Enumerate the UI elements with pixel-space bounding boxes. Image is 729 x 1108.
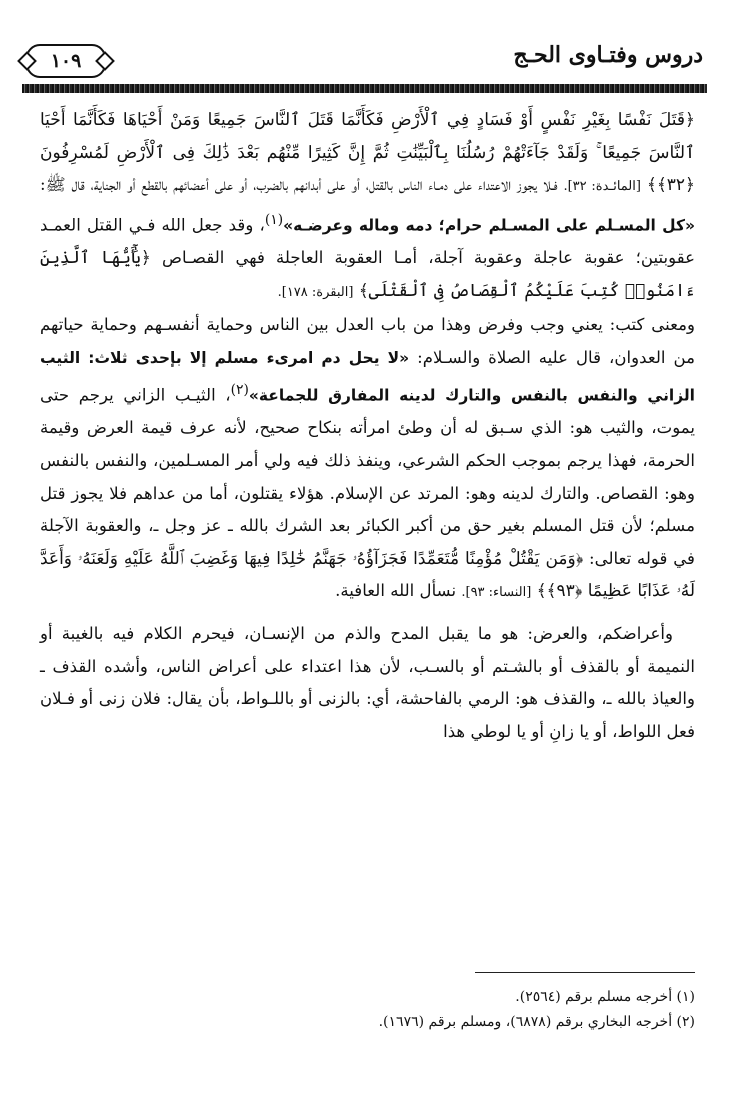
paragraph-2 <box>40 309 695 610</box>
footnote-1: (١) أخرجه مسلم برقم (٢٥٦٤). <box>515 989 695 1005</box>
verse-reference: [النساء: ٩٣]. <box>461 585 532 601</box>
hadith-quote: «كل المسـلم على المسـلم حرام؛ دمه وماله وعرضـه» <box>283 216 695 235</box>
quran-verse: ﴿يَٰٓأَيُّهَا ٱلَّذِينَ ءَامَنُوا۟ كُتِبَ عَلَيْكُمُ ٱلْقِصَاصُ فِى ٱلْقَتْلَى﴾ <box>40 247 695 301</box>
page-number: ١٠٩ <box>26 44 106 78</box>
footnote-marker: (٢) <box>230 382 249 399</box>
paragraph-text: فـلا يجوز الاعتداء على دمـاء الناس بالقتل، أو على أبدانهم بالضرب، أو على أعضائهم بالقطع أو الجناية، قال ﷺ: <box>40 175 558 195</box>
footnote-2: (٢) أخرجه البخاري برقم (٦٨٧٨)، ومسلم برقم (١٦٧٦). <box>378 1014 695 1030</box>
footnotes <box>40 985 695 1035</box>
paragraph-text: وأعراضكم، والعرض: هو ما يقبل المدح والذم من الإنسـان، فيحرم الكلام فيه بالغيبة أو النميمة أو بالقذف أو بالشـتم أو بالسـب، لأن هذا اعتداء على أعراض الناس، وأشده القذف ـ والعياذ بالله ـ، والقذف هو: الرمي بالفاحشة، أي: بالزنى أو باللـواط، بأن يقال: فلان زنى أو فـلان فعل اللواط، أو يا زانِ أو يا لوطي هذا <box>40 623 695 741</box>
paragraph-text: نسأل الله العافية. <box>335 581 457 601</box>
paragraph-1 <box>40 104 695 309</box>
verse-reference: [المائـدة: ٣٢]. <box>563 179 641 195</box>
paragraph-3 <box>40 618 695 748</box>
paragraph-text: ومعنى كتب: يعني وجب وفرض وهذا من باب العدل بين الناس وحماية أنفسـهم وحماية حياتهم من العدوان، قال عليه الصلاة والسـلام: <box>40 315 696 367</box>
quran-verse: ﴿قَتَلَ نَفْسًا بِغَيْرِ نَفْسٍ أَوْ فَسَادٍ فِي ٱلْأَرْضِ فَكَأَنَّمَا قَتَلَ ٱلنَّاسَ جَمِيعًا وَمَنْ أَحْيَاهَا فَكَأَنَّمَا أَحْيَا ٱلنَّاسَ جَمِيعًا ۚ وَلَقَدْ جَآءَتْهُمْ رُسُلُنَا بِٱلْبَيِّنَٰتِ ثُمَّ إِنَّ كَثِيرًا مِّنْهُم بَعْدَ ذَٰلِكَ فِى ٱلْأَرْضِ لَمُسْرِفُونَ ﴿٣٢﴾﴾ <box>40 110 696 196</box>
body-text <box>40 104 695 748</box>
page-header <box>22 42 707 82</box>
footnote-divider <box>475 972 695 973</box>
verse-reference: [البقرة: ١٧٨]. <box>277 284 354 300</box>
running-title: دروس وفتـاوى الحـج <box>513 42 703 68</box>
hadith-quote: «لا يحل دم امرىء مسلم إلا بإحدى ثلاث: الثيب الزاني والنفس بالنفس والتارك لدينه المفارق للجماعة» <box>40 348 695 405</box>
paragraph-text: ، الثيـب الزاني يرجم حتى يموت، والثيب هو: الذي سـبق له أن وطئ امرأته بنكاح صحيح، لأنه عرف قيمة العرض وقيمة الحرمة، فهذا يرجم بموجب الحكم الشرعي، وينفذ ذلك فيه ولي أمر المسـلمين، والنفس بالنفس وهو: القصاص. والتارك لدينه وهو: المرتد عن الإسلام. هؤلاء يقتلون، أما من عداهم فلا يجوز قتل مسلم؛ لأن قتل المسلم بغير حق من أكبر الكبائر بعد الشرك بالله ـ عز وجل ـ، والعقوبة الآجلة في قوله تعالى: <box>40 385 695 568</box>
header-rule <box>22 84 707 93</box>
paragraph-text: ، وقد جعل الله فـي القتل العمـد عقوبتين؛ عقوبة عاجلة وعقوبة آجلة، أمـا العقوبة العاجلة فهي القصـاص <box>40 215 696 267</box>
quran-verse: ﴿وَمَن يَقْتُلْ مُؤْمِنًا مُّتَعَمِّدًا فَجَزَآؤُهُۥ جَهَنَّمُ خَٰلِدًا فِيهَا وَغَضِبَ ٱللَّهُ عَلَيْهِ وَلَعَنَهُۥ وَأَعَدَّ لَهُۥ عَذَابًا عَظِيمًا ﴿٩٣﴾﴾ <box>40 548 695 602</box>
footnote-marker: (١) <box>264 211 284 228</box>
